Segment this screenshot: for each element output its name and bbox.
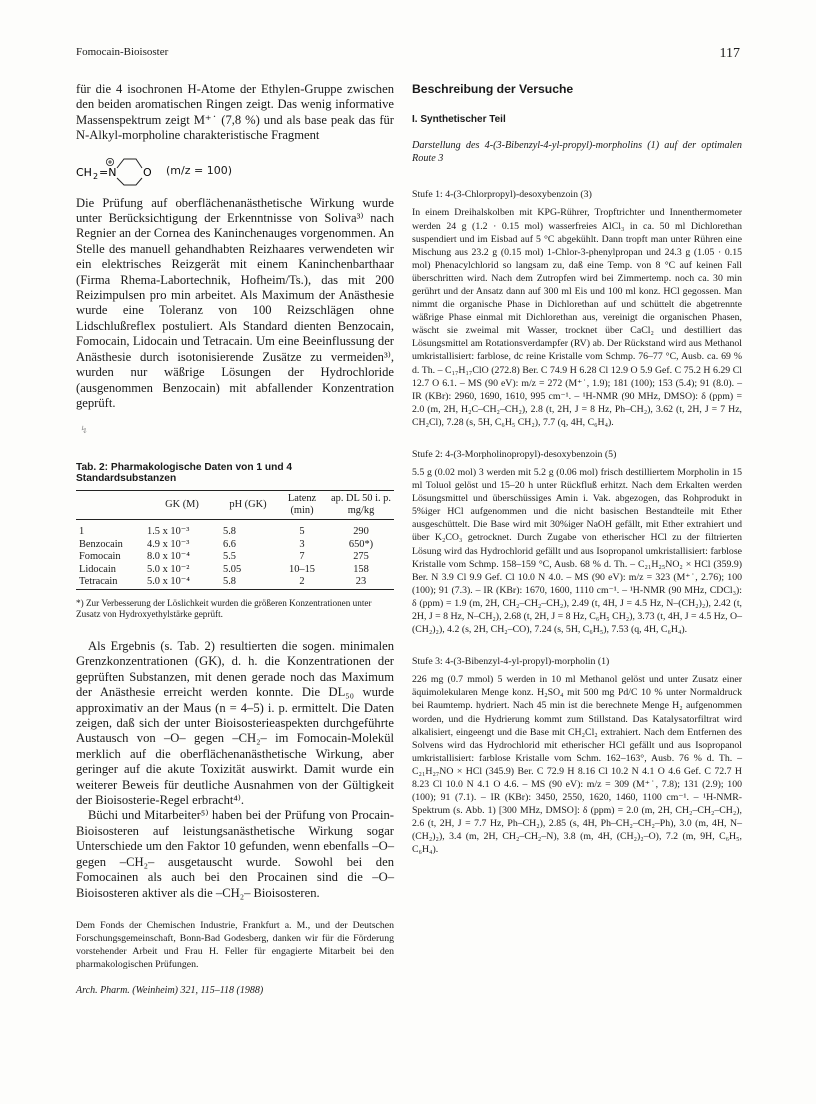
table-footnote: *) Zur Verbesserung der Löslichkeit wurden die größeren Konzentrationen unter Zusatz von Hydroxyethylstärke geprüft. [76, 597, 372, 620]
stage3-text: 226 mg (0.7 mmol) 5 werden in 10 ml Methanol gelöst und unter Zusatz einer äquimolekularen Menge konz. H₂SO₄ mit 500 mg Pd/C 10 % unter Normaldruck bei Raumtemp. hydriert. Nach 45 min ist die berechnete Menge H₂ aufgenommen worden, und die Hydrierung kommt zum Stillstand. Das Katalysatorfiltrat wird alkalisiert, eingeengt und die Base mit CH₂Cl₂ extrahiert. Nach dem Entfernen des Solvens wird das Hydrochlorid mit etherischer HCl gefällt und aus Isopropanol umkristallisiert: farblose Kristalle vom Schm. 162–163°, Ausb. 76 % d. Th. – C₂₁H₂₇NO × HCl (345.9) Ber. C 72.9 H 8.16 Cl 10.2 N 4.1 O 4.6 Gef. C 72.7 H 8.23 Cl 10.0 N 4.1 O 4.6. – MS (90 eV): m/z = 309 (M⁺˙, 7.8); 131 (2.9); 100 (100); 91 (7.1). – IR (KBr): 3450, 2550, 1620, 1460, 1100 cm⁻¹. – ¹H-NMR-Spektrum (s. Abb. 1) [300 MHz, DMSO]: δ (ppm) = 2.0 (m, 2H, CH₂–CH₂–CH₂), 2.6 (t, 2H, J = 7.7 Hz, Ph–CH₂), 2.85 (s, 4H, Ph–CH₂–CH₂–Ph), 3.0 (m, 4H, N–(CH₂)₂), 3.4 (m, 2H, CH₂–CH₂–N), 3.8 (m, 4H, (CH₂)₂–O), 7.2 (m, 9H, C₆H₅, C₆H₄). [412, 674, 742, 856]
table-cell: Tetracain [76, 576, 144, 589]
table-cell: 5.0 x 10⁻² [147, 563, 190, 575]
table-cell: 158 [353, 563, 369, 575]
table-header-row [76, 491, 394, 520]
table-cell: 3 [299, 538, 305, 550]
stage1-text: In einem Dreihalskolben mit KPG-Rührer, Tropftrichter und Innenthermometer werden 24 g (1.2 · 0.15 mol) wasserfreies AlCl₃ in ca. 50 ml Dichlorethan suspendiert und im Eisbad auf 5 °C abgekühlt. Dann tropft man unter Rühren eine Mischung aus 23.2 g (0.15 mol) 1-Chlor-3-phenylpropan und 24.3 g (1.05 · 0.15 mol) Phenacylchlorid so langsam zu, daß eine Temp. von 8 °C auf keinen Fall überschritten wird. Nach dem Zutropfen wird bei Zimmertemp. noch ca. 30 min gerührt und der Ansatz dann auf 300 ml Eis und 100 ml konz. HCl gegossen. Man nimmt die organische Phase in Dichlorethan auf und schüttelt die abgetrennte wäßrige Phase einmal mit Dichlorethan aus, vereinigt die organischen Phasen, wäscht sie zweimal mit Wasser, trocknet über CaCl₂ und destilliert das Lösungsmittel am Rotationsverdampfer (RV) ab. Der Rückstand wird aus Methanol umkristallisiert: farblose, dc reine Kristalle vom Schmp. 76–77 °C, Ausb. ca. 69 % d. Th. – C₁₇H₁₇ClO (272.8) Ber. C 74.9 H 6.28 Cl 12.9 O 5.9 Gef. C 75.2 H 6.29 Cl 12.7 O 6.1. – MS (90 eV): m/z = 272 (M⁺˙, 1.9); 181 (100); 153 (5.4); 91 (8.0). – IR (KBr): 2960, 1690, 1610, 995 cm⁻¹. – ¹H-NMR (90 MHz, DMSO): δ (ppm) = 2.0 (m, 2H, H₂C–CH₂–CH₂), 2.8 (t, 2H, J = 8 Hz, Ph–CH₂), 3.62 (t, 2H, J = 7 Hz, CH₂Cl), 7.28 (s, 5H, C₆H₅ CH₂), 7.7 (q, 4H, C₆H₄). [412, 207, 742, 428]
table-cell: Fomocain [79, 551, 121, 563]
fragment-formula [76, 152, 394, 190]
table-cell: 1.5 x 10⁻³ [147, 526, 190, 538]
table-row [76, 564, 394, 577]
table-cell: Lidocain [79, 563, 116, 575]
stage3-heading: Stufe 3: 4-(3-Bibenzyl-4-yl-propyl)-morpholin (1) [412, 656, 610, 668]
svg-text:CH: CH [76, 165, 92, 179]
svg-text:2: 2 [93, 171, 99, 181]
table-cell: 5.0 x 10⁻⁴ [144, 576, 220, 589]
section-title: Beschreibung der Versuche [412, 82, 574, 96]
left-column [76, 82, 394, 996]
paragraph-methodology: Die Prüfung auf oberflächenanästhetische Wirkung wurde unter Berücksichtigung der Erkenntnisse von Soliva³⁾ nach Regnier an der Cornea des Kaninchenauges vorgenommen. An Stelle des manuell gehandhabten Reizhaares verwendeten wir ein elektrisches Reizgerät mit einem Kaninchenbarthaar (Firma Rhema-Labortechnik, Hofheim/Ts.), das mit 200 Reizimpulsen pro min arbeitet. Als Maximum der Anästhesie wurde eine Toleranz von 100 Reizschlägen ohne Lidschlußreflex postuliert. Als Standard dienten Benzocain, Fomocain, Lidocain und Tetracain. Um eine Beeinflussung der Anästhesie durch isotonisierende Zusätze zu vermeiden³⁾, wurden nur wäßrige Lösungen der Hydrochloride (ausgenommen Benzocain) mit abfallender Konzentration geprüft. [76, 195, 394, 410]
paragraph-buechi: Büchi und Mitarbeiter⁵⁾ haben bei der Prüfung von Procain-Bioisosteren auf leistungsanästhetische Wirkung sogar Unterschiede um den Faktor 10 gefunden, wenn ebenfalls –O– gegen –CH₂– ausgetauscht wurde. Sowohl bei den Fomocainen als auch bei den Procainen sind die –O– Bioisosteren aktiver als die –CH₂– Bioisosteren. [76, 808, 394, 900]
paragraph-ms-fragment: für die 4 isochronen H-Atome der Ethylen-Gruppe zwischen den beiden aromatischen Ringen zeigt. Das wenig informative Massenspektrum zeigt M⁺˙ (7,8 %) und als base peak das für N-Alkyl-morpholine charakteristische Fragment [76, 82, 394, 143]
table-cell: 275 [353, 551, 369, 563]
table-cell: Benzocain [79, 538, 123, 550]
fragment-mz: (m/z = 100) [166, 164, 232, 178]
table-cell: 23 [328, 576, 394, 589]
table-header: Latenz (min) [276, 491, 328, 520]
paragraph-results: Als Ergebnis (s. Tab. 2) resultierten die sogen. minimalen Grenzkonzentrationen (GK), d. h. die Konzentrationen der geprüften Substanzen, mit denen gerade noch das Maximum der Anästhesie erreicht werden konnte. Die DL₅₀ wurde approximativ an der Maus (n = 4–5) i. p. ermittelt. Die Daten zeigen, daß sich der unter Bioisosterieaspekten durchgeführte Austausch von –O– gegen –CH₂– im Fomocain-Molekül merklich auf die oberflächenanästhetische Wirkung, aber geringer auf die akute Toxizität auswirkt. Damit wurde ein weiterer Beweis für deutliche Ausnahmen von der Gültigkeit der Bioisosterie-Regel erbracht⁴⁾. [76, 639, 394, 808]
stage2-heading: Stufe 2: 4-(3-Morpholinopropyl)-desoxybenzoin (5) [412, 449, 617, 460]
pharmacology-table [76, 490, 394, 590]
subsection-title: I. Synthetischer Teil [412, 114, 506, 125]
table-cell: 1 [79, 526, 85, 538]
table-cell: 650*) [348, 538, 374, 550]
table-cell: 5 [299, 526, 305, 538]
table-cell: 5.5 [223, 551, 236, 563]
table-row [76, 520, 394, 539]
right-column [412, 82, 742, 857]
svg-text:O: O [143, 165, 152, 179]
acknowledgment: Dem Fonds der Chemischen Industrie, Frankfurt a. M., und der Deutschen Forschungsgemeinschaft, Bonn-Bad Godesberg, danken wir für die Förderung vorstehender Arbeit und Frau H. Feller für engagierte Mitarbeit bei den pharmakologischen Prüfungen. [76, 919, 394, 971]
stage2-text: 5.5 g (0.02 mol) 3 werden mit 5.2 g (0.06 mol) frisch destilliertem Morpholin in 15 ml Toluol gelöst und 15–20 h unter Rückfluß erhitzt. Nach dem Erkalten werden Lösungsmittel und überschüssiges Amin i. Vak. abgezogen, das Rohprodukt in 5%iger HCl aufgenommen und die nicht basischen Bestandteile mit Ether ausgeschüttelt. Die Base wird mit 30%iger NaOH gefällt, mit Ether extrahiert und über K₂CO₃ getrocknet. Durch Zugabe von etherischer HCl zu der filtrierten Lösung wird das Hydrochlorid gefällt und aus Isopropanol umkristallisiert: farblose Kristalle vom Schmp. 158–159 °C, Ausb. 68 % d. Th. – C₂₁H₂₅NO₂ × HCl (359.9) Ber. N 3.9 Cl 9.9 Gef. Cl 10.0 N 4.0. – MS (90 eV): m/z = 323 (M⁺˙, 2.76); 100 (100); 91 (7.3). – IR (KBr): 1670, 1600, 1110 cm⁻¹. – ¹H-NMR (90 MHz, CDCl₃): δ (ppm) = 1.9 (m, 2H, CH₂–CH₂–CH₂), 2.49 (t, 4H, J = 4.5 Hz, N–(CH₂)₂), 2.42 (t, 2H, J = 8 Hz, N–CH₂), 2.68 (t, 2H, J = 8 Hz, C₆H₅ CH₂), 3.73 (t, 4H, J = 4.5 Hz, O–(CH₂)₂), 4.2 (s, 2H, CH₂–CO), 7.24 (s, 5H, C₆H₅), 7.53 (q, 4H, C₆H₄). [412, 467, 742, 636]
page-number: 117 [719, 46, 740, 61]
table-cell: 2 [276, 576, 328, 589]
table-cell: 5.8 [223, 526, 236, 538]
running-head: Fomocain-Bioisoster [76, 46, 169, 58]
morpholinium-fragment-icon [76, 152, 158, 190]
table-cell: 5.8 [220, 576, 276, 589]
procedure-title: Darstellung des 4-(3-Bibenzyl-4-yl-propyl)-morpholins (1) auf der optimalen Route 3 [412, 140, 742, 165]
table-cell: 10–15 [289, 563, 315, 575]
table-cell: 6.6 [223, 538, 236, 550]
table-row [76, 551, 394, 564]
stage1-heading: Stufe 1: 4-(3-Chlorpropyl)-desoxybenzoin (3) [412, 189, 592, 201]
table-title: Tab. 2: Pharmakologische Daten von 1 und 4 Standardsubstanzen [76, 462, 293, 485]
table-header [76, 491, 144, 520]
table-cell: 7 [299, 551, 305, 563]
journal-citation: Arch. Pharm. (Weinheim) 321, 115–118 (1988) [76, 985, 264, 997]
table-header: pH (GK) [220, 491, 276, 520]
svg-text:=N: =N [99, 165, 117, 179]
table-cell: 290 [353, 526, 369, 538]
table-cell: 8.0 x 10⁻⁴ [147, 551, 190, 563]
table-header: ap. DL 50 i. p. mg/kg [328, 491, 394, 520]
table-cell: 4.9 x 10⁻³ [147, 538, 190, 550]
margin-mark: ↯ [80, 425, 89, 437]
table-row [76, 539, 394, 552]
table-cell: 5.05 [223, 563, 242, 575]
table-header: GK (M) [144, 491, 220, 520]
table-row [76, 576, 394, 589]
